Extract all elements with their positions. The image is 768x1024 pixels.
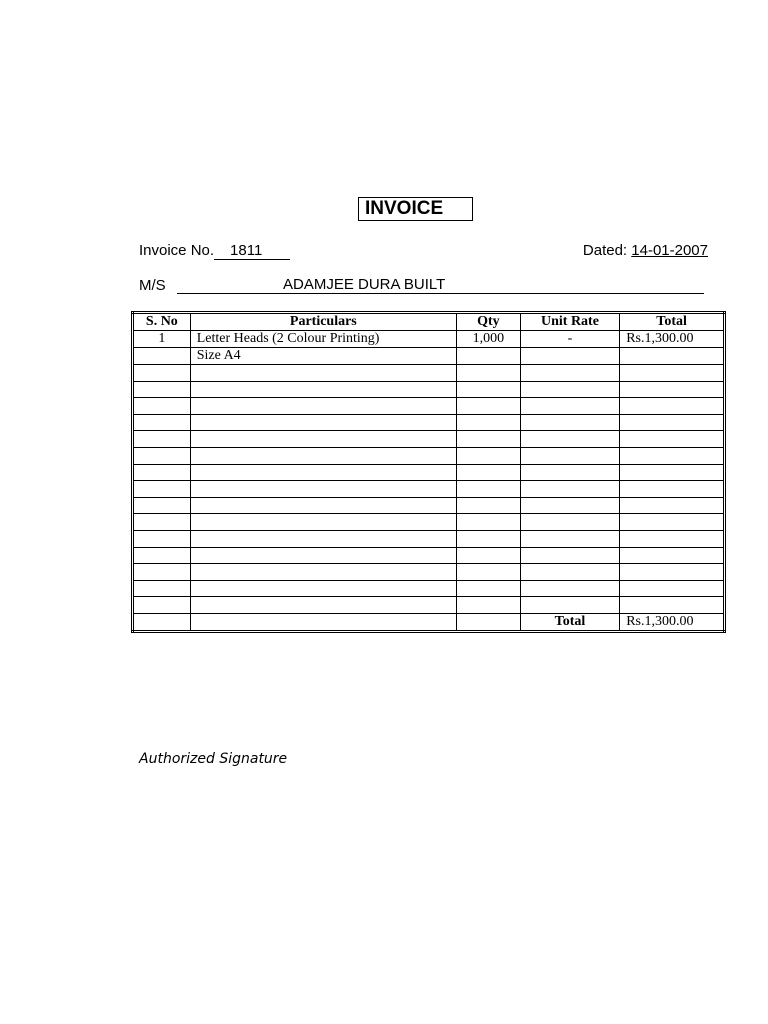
header-qty: Qty <box>456 313 520 331</box>
cell-qty <box>456 497 520 514</box>
cell-sno <box>133 431 191 448</box>
total-cell-empty <box>190 613 456 631</box>
cell-sno <box>133 464 191 481</box>
cell-unit-rate <box>520 381 619 398</box>
table-row <box>133 331 725 348</box>
cell-sno <box>133 365 191 382</box>
cell-qty: 1,000 <box>456 331 520 348</box>
cell-total: Rs.1,300.00 <box>620 331 725 348</box>
cell-total <box>620 580 725 597</box>
header-particulars: Particulars <box>190 313 456 331</box>
header-total: Total <box>620 313 725 331</box>
cell-qty <box>456 431 520 448</box>
cell-particulars <box>190 381 456 398</box>
cell-qty <box>456 530 520 547</box>
cell-particulars <box>190 414 456 431</box>
cell-particulars: Letter Heads (2 Colour Printing) <box>190 331 456 348</box>
total-value: Rs.1,300.00 <box>620 613 725 631</box>
table-row <box>133 580 725 597</box>
cell-total <box>620 431 725 448</box>
invoice-number-label: Invoice No. <box>139 242 215 259</box>
invoice-title: INVOICE <box>358 197 473 221</box>
cell-sno <box>133 497 191 514</box>
customer-label: M/S <box>139 277 166 294</box>
table-row <box>133 447 725 464</box>
cell-sno <box>133 597 191 614</box>
authorized-signature: Authorized Signature <box>139 751 288 767</box>
cell-sno: 1 <box>133 331 191 348</box>
cell-unit-rate <box>520 530 619 547</box>
cell-particulars <box>190 530 456 547</box>
cell-unit-rate <box>520 464 619 481</box>
total-row <box>133 613 725 631</box>
cell-qty <box>456 564 520 581</box>
items-table <box>131 311 726 633</box>
cell-total <box>620 414 725 431</box>
cell-total <box>620 381 725 398</box>
table-row <box>133 514 725 531</box>
table-row <box>133 564 725 581</box>
cell-unit-rate <box>520 580 619 597</box>
cell-qty <box>456 414 520 431</box>
cell-unit-rate <box>520 398 619 415</box>
cell-particulars <box>190 597 456 614</box>
cell-qty <box>456 398 520 415</box>
table-row <box>133 431 725 448</box>
cell-total <box>620 365 725 382</box>
cell-sno <box>133 514 191 531</box>
table-row <box>133 414 725 431</box>
table-header-row <box>133 313 725 331</box>
cell-sno <box>133 398 191 415</box>
cell-particulars <box>190 564 456 581</box>
cell-sno <box>133 414 191 431</box>
cell-qty <box>456 514 520 531</box>
cell-unit-rate <box>520 564 619 581</box>
table-row <box>133 530 725 547</box>
invoice-date-label: Dated: <box>582 242 628 259</box>
total-label: Total <box>520 613 619 631</box>
invoice-date <box>583 242 708 260</box>
table-row <box>133 481 725 498</box>
table-row <box>133 348 725 365</box>
cell-qty <box>456 597 520 614</box>
cell-qty <box>456 365 520 382</box>
cell-unit-rate <box>520 481 619 498</box>
cell-qty <box>456 348 520 365</box>
cell-sno <box>133 547 191 564</box>
cell-unit-rate <box>520 547 619 564</box>
cell-total <box>620 547 725 564</box>
cell-sno <box>133 530 191 547</box>
table-row <box>133 497 725 514</box>
cell-particulars <box>190 547 456 564</box>
cell-unit-rate <box>520 514 619 531</box>
cell-qty <box>456 580 520 597</box>
cell-particulars <box>190 497 456 514</box>
table-row <box>133 464 725 481</box>
cell-qty <box>456 547 520 564</box>
total-cell-empty <box>456 613 520 631</box>
total-cell-empty <box>133 613 191 631</box>
header-sno: S. No <box>133 313 191 331</box>
cell-particulars <box>190 398 456 415</box>
cell-qty <box>456 447 520 464</box>
cell-sno <box>133 348 191 365</box>
cell-unit-rate <box>520 431 619 448</box>
invoice-date-value: 14-01-2007 <box>631 242 708 259</box>
invoice-number-value: 1811 <box>214 243 290 260</box>
customer-line <box>177 276 704 294</box>
cell-total <box>620 398 725 415</box>
table-row <box>133 381 725 398</box>
cell-sno <box>133 381 191 398</box>
customer-name: ADAMJEE DURA BUILT <box>283 276 446 293</box>
cell-total <box>620 564 725 581</box>
cell-qty <box>456 464 520 481</box>
cell-total <box>620 481 725 498</box>
table-row <box>133 597 725 614</box>
cell-sno <box>133 481 191 498</box>
cell-sno <box>133 564 191 581</box>
cell-total <box>620 464 725 481</box>
cell-unit-rate <box>520 348 619 365</box>
cell-total <box>620 497 725 514</box>
table-row <box>133 547 725 564</box>
cell-particulars <box>190 514 456 531</box>
cell-sno <box>133 447 191 464</box>
cell-unit-rate <box>520 414 619 431</box>
cell-qty <box>456 381 520 398</box>
table-row <box>133 398 725 415</box>
cell-unit-rate <box>520 365 619 382</box>
cell-particulars <box>190 365 456 382</box>
cell-unit-rate <box>520 597 619 614</box>
cell-sno <box>133 580 191 597</box>
cell-particulars <box>190 431 456 448</box>
invoice-number <box>139 242 290 260</box>
cell-particulars: Size A4 <box>190 348 456 365</box>
cell-unit-rate <box>520 447 619 464</box>
header-unit-rate: Unit Rate <box>520 313 619 331</box>
cell-total <box>620 348 725 365</box>
cell-unit-rate <box>520 497 619 514</box>
cell-particulars <box>190 481 456 498</box>
table-row <box>133 365 725 382</box>
cell-total <box>620 597 725 614</box>
cell-total <box>620 514 725 531</box>
cell-total <box>620 447 725 464</box>
cell-qty <box>456 481 520 498</box>
cell-total <box>620 530 725 547</box>
cell-particulars <box>190 580 456 597</box>
cell-particulars <box>190 464 456 481</box>
cell-unit-rate: - <box>520 331 619 348</box>
cell-particulars <box>190 447 456 464</box>
